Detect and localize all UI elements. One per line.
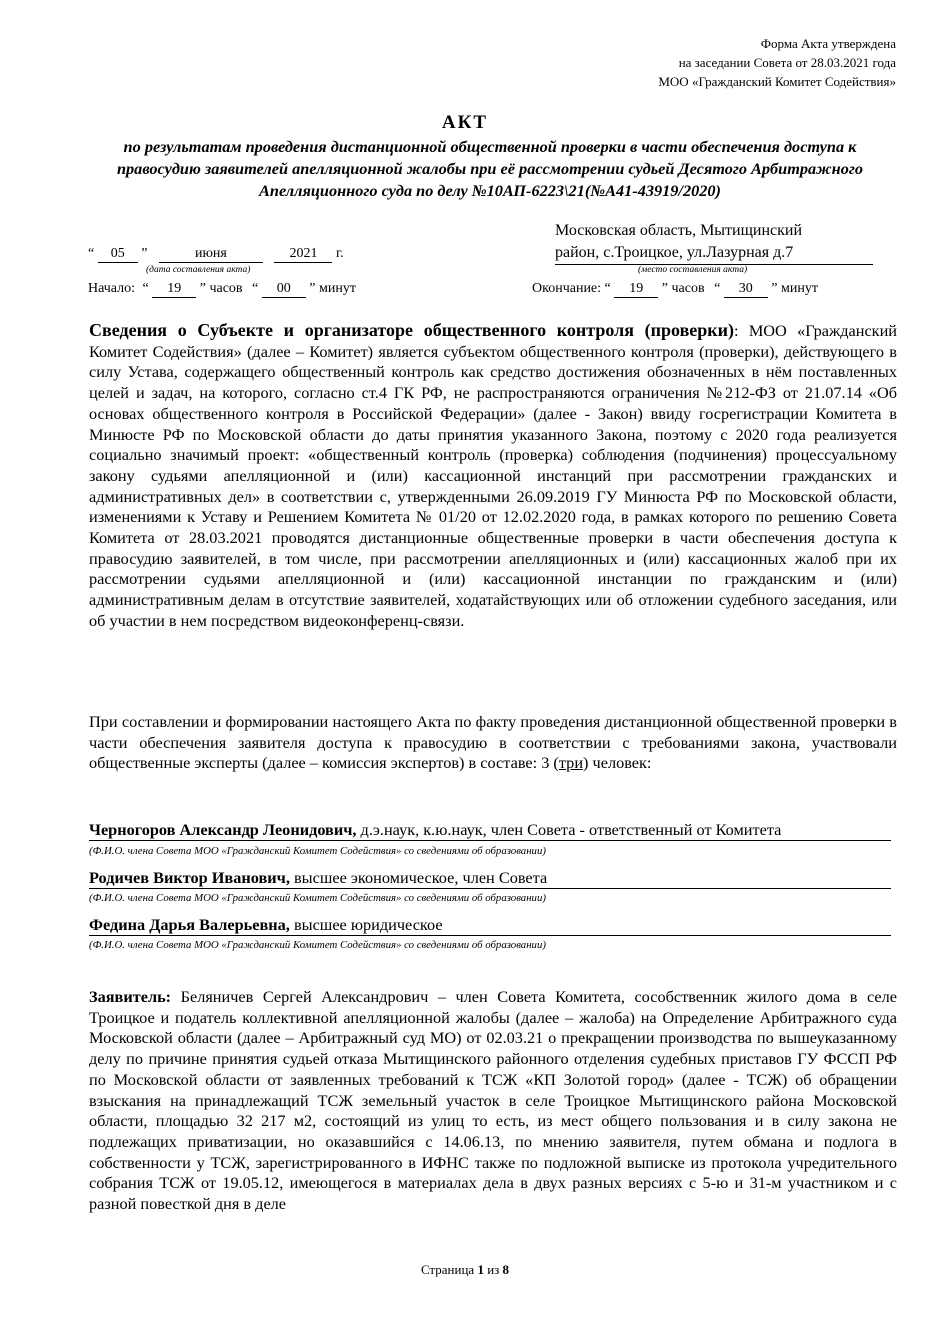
member-2-caption: (Ф.И.О. члена Совета МОО «Гражданский Комитет Содействия» со сведениями об образовании) xyxy=(89,892,546,904)
start-label: Начало: xyxy=(88,281,136,296)
start-hours: 19 xyxy=(152,280,196,298)
end-open-quote: “ xyxy=(604,281,611,296)
place-caption: (место составления акта) xyxy=(638,265,748,275)
member-3-details: высшее юридическое xyxy=(289,915,443,934)
page-footer xyxy=(0,1262,930,1278)
member-1-caption: (Ф.И.О. члена Совета МОО «Гражданский Комитет Содействия» со сведениями об образовании) xyxy=(89,845,546,857)
document-title: АКТ xyxy=(441,112,489,133)
date-caption: (дата составления акта) xyxy=(146,265,251,275)
approval-line-1: Форма Акта утверждена xyxy=(760,36,896,51)
start-hours-word: ” часов xyxy=(199,281,243,296)
commission-count-word: три xyxy=(558,753,584,773)
start-time-row xyxy=(88,280,356,298)
date-month: июня xyxy=(159,245,263,263)
member-2 xyxy=(89,868,891,889)
footer-current-page: 1 xyxy=(477,1262,484,1277)
member-1 xyxy=(89,820,891,841)
end-hours-word: ” часов xyxy=(661,281,705,296)
member-3-name: Федина Дарья Валерьевна, xyxy=(89,915,290,934)
footer-total-pages: 8 xyxy=(502,1262,510,1277)
date-close-quote: ” xyxy=(141,246,148,261)
place-line-1: Московская область, Мытищинский xyxy=(555,222,803,239)
member-1-details: д.э.наук, к.ю.наук, член Совета - ответственный от Комитета xyxy=(356,820,782,839)
start-open-quote: “ xyxy=(142,281,149,296)
subject-paragraph xyxy=(89,320,897,632)
member-3-caption: (Ф.И.О. члена Совета МОО «Гражданский Комитет Содействия» со сведениями об образовании) xyxy=(89,939,546,951)
start-minutes-word: ” минут xyxy=(309,281,356,296)
end-hours: 19 xyxy=(614,280,658,298)
end-minutes-word: ” минут xyxy=(771,281,818,296)
member-2-details: высшее экономическое, член Совета xyxy=(289,868,548,887)
place-line-2: район, с.Троицкое, ул.Лазурная д.7 xyxy=(555,242,873,265)
commission-text-after: ) человек: xyxy=(583,753,652,773)
end-label: Окончание: xyxy=(532,281,602,296)
date-year: 2021 xyxy=(274,245,332,263)
applicant-paragraph xyxy=(89,987,897,1215)
end-time-row xyxy=(532,280,818,298)
applicant-text: Беляничев Сергей Александрович – член Совета Комитета, сособственник жилого дома в селе Троицкое и податель коллективной апелляционной жалобы (далее – жалоба) на Определение Арбитражного суда Московской области (далее – Арбитражный суд МО) от 02.03.21 о прекращении производства по вышеуказанному делу по причине принятия судьей отказа Мытищинского районного отделения судебных приставов ГУ ФССП РФ по Московской области от заявленных требований к ТСЖ «КП Золотой город» (далее - ТСЖ) об обращении взыскания на принадлежащий ТСЖ земельный участок в селе Троицкое Мытищинского района Московской области, площадью 32 217 м2, состоящий из улиц то есть, из мест общего пользования и в силу закона не подлежащих приватизации, но оказавшийся с 14.06.13, по мнению заявителя, путем обмана и подлога в собственности у ТСЖ, зарегистрированного в ИФНС также по подложной выписке из протокола учредительного собрания ТСЖ от 19.05.12, имеющегося в материалах дела в двух разных версиях с 5-ю и 31-м участником и с разной повесткой дня в деле xyxy=(89,987,897,1214)
date-open-quote: “ xyxy=(88,246,95,261)
member-2-name: Родичев Виктор Иванович, xyxy=(89,868,290,887)
date-row xyxy=(88,245,344,263)
footer-middle: из xyxy=(483,1262,503,1277)
commission-paragraph xyxy=(89,712,897,774)
member-1-name: Черногоров Александр Леонидович, xyxy=(89,820,357,839)
date-year-suffix: г. xyxy=(335,246,344,261)
subject-heading: Сведения о Субъекте и организаторе общественного контроля (проверки) xyxy=(89,320,735,340)
applicant-label: Заявитель: xyxy=(89,987,172,1006)
end-minutes: 30 xyxy=(724,280,768,298)
document-subtitle: по результатам проведения дистанционной общественной проверки в части обеспечения доступа к правосудию заявителей апелляционной жалобы при её рассмотрении судьей Десятого Арбитражного Апелляционного суда по делу №10АП-6223\21(№А41-43919/2020) xyxy=(116,137,864,200)
member-3 xyxy=(89,915,891,936)
date-day: 05 xyxy=(98,245,138,263)
start-minutes: 00 xyxy=(262,280,306,298)
end-open-quote-2: “ xyxy=(714,281,721,296)
approval-line-3: МОО «Гражданский Комитет Содействия» xyxy=(658,74,896,89)
subject-text: : МОО «Гражданский Комитет Содействия» (далее – Комитет) является субъектом общественного контроля (проверки), действующего в силу Устава, содержащего общественный контроль как средство достижения обозначенных в нём поставленных целей и задач, на которого, согласно ст.4 ГК РФ, не распространяются ограничения №212-ФЗ от 21.07.14 «Об основах общественного контроля в Российской Федерации» (далее - Закон) ввиду госрегистрации Комитета в Минюсте РФ по Московской области до даты принятия указанного Закона, поэтому с 2020 года реализуется социально значимый проект: «общественный контроль (проверка) соблюдения (подчинения) процессуальному закону судьями апелляционной и (или) кассационной инстанций при рассмотрении гражданских и административных дел» в соответствии с, утвержденными 26.09.2019 ГУ Минюста РФ по Московской области, изменениями к Уставу и Решением Комитета № 01/20 от 12.02.2020 года, в рамках которого по решению Совета Комитета от 28.03.2021 проводятся дистанционные общественные проверки в части обеспечения доступа к правосудию заявителей, в том числе, при рассмотрении апелляционных и (или) кассационных жалоб при их рассмотрении судьями апелляционной и (или) кассационной инстанции по гражданским и (или) административным делам в отсутствие заявителей, ходатайствующих или об отложении судебного заседания, или об участии в нем посредством видеоконференц-связи. xyxy=(89,321,898,630)
commission-text-before: При составлении и формировании настоящего Акта по факту проведения дистанционной общественной проверки в части обеспечения заявителя доступа к правосудию в соответствии с требованиями закона, участвовали общественные эксперты (далее – комиссия экспертов) в составе: 3 ( xyxy=(89,712,897,773)
footer-prefix: Страница xyxy=(420,1262,478,1277)
approval-line-2: на заседании Совета от 28.03.2021 года xyxy=(678,55,896,70)
start-open-quote-2: “ xyxy=(252,281,259,296)
